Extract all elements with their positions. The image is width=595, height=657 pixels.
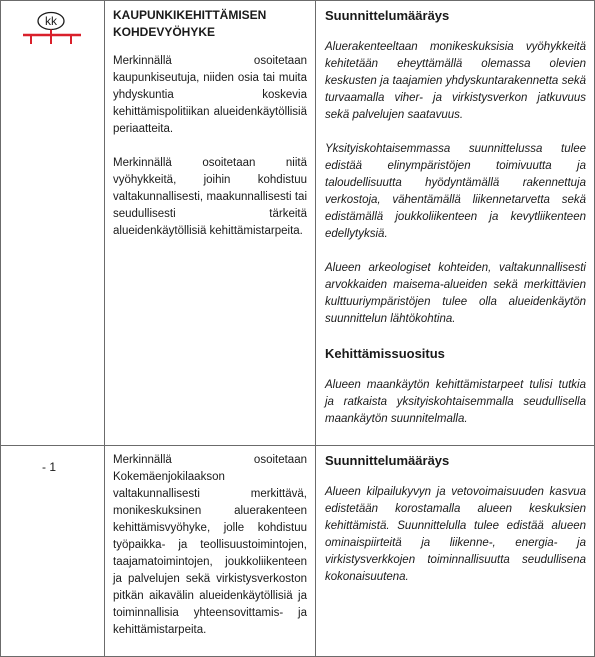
- description-cell: [105, 1, 316, 446]
- table-row: [1, 446, 595, 657]
- regulation-paragraph: Aluerakenteeltaan monikeskuksisia vyöhykkeitä kehitetään eheyttämällä olemassa olevien keskusten ja taajamien yhdyskuntarakennetta sekä turvaamalla viher- ja virkistysverkon jatkuvuus sekä palvelujen saatavuus.: [325, 41, 586, 121]
- kk-zone-boundary-icon: [21, 11, 83, 45]
- symbol-cell: [1, 1, 105, 446]
- table-row: [1, 1, 595, 446]
- zone-title: KAUPUNKIKEHITTÄMISEN KOHDEVYÖHYKE: [113, 8, 267, 39]
- regulation-paragraph: Alueen arkeologiset kohteiden, valtakunnallisesti arvokkaiden maisema-alueiden sekä merkittävien kulttuuriympäristöjen tulee olla alueidenkäytön suunnittelun lähtökohtina.: [325, 262, 586, 325]
- regulation-cell: [316, 446, 595, 657]
- regulation-paragraph: Yksityiskohtaisemmassa suunnittelussa tulee edistää elinympäristöjen toimivuutta ja taloudellisuutta hyödyntämällä rakennettuja verkostoja, vähentämällä liikennetarvetta sekä edistämällä joukkoliikenteen ja kevytliikenteen edellytyksiä.: [325, 143, 586, 240]
- code-cell: [1, 446, 105, 657]
- symbol-label: kk: [45, 14, 57, 28]
- description-paragraph: Merkinnällä osoitetaan kaupunkiseutuja, niiden osia tai muita yhdyskuntia koskevia kehittämispolitiikan alueidenkäytöllisiä periaatteita.: [113, 55, 307, 135]
- recommendation-heading: Kehittämissuositus: [325, 346, 445, 361]
- description-cell: [105, 446, 316, 657]
- description-paragraph: Merkinnällä osoitetaan Kokemäenjokilaakson valtakunnallisesti merkittävä, monikeskuksinen aluerakenteen kehittämisvyöhyke, jolle kohdistuu työpaikka- ja teollisuustoimintojen, taajamatoimintojen, joukkoliikenteen ja palvelujen sekä virkistysverkoston pitkän aikavälin alueidenkäytöllisiä ja toiminnallisia yhteensovittamis- ja kehittämistarpeita.: [113, 454, 307, 636]
- regulation-cell: [316, 1, 595, 446]
- description-paragraph: Merkinnällä osoitetaan niitä vyöhykkeitä, joihin kohdistuu valtakunnallisesti, maakunnallisesti tai seudullisesti tärkeitä alueidenkäytöllisiä kehittämistarpeita.: [113, 157, 307, 237]
- regulation-paragraph: Alueen kilpailukyvyn ja vetovoimaisuuden kasvua edistetään korostamalla alueen keskuksien kehittämistä. Suunnittelulla tulee edistää alueen ominaispiirteitä ja liikenne-, energia- ja virkistysverkkojen toiminnallisuutta seudullisena kokonaisuutena.: [325, 486, 586, 583]
- code-label: - 1: [42, 460, 57, 474]
- regulation-heading: Suunnittelumääräys: [325, 453, 450, 468]
- regulation-heading: Suunnittelumääräys: [325, 8, 450, 23]
- recommendation-paragraph: Alueen maankäytön kehittämistarpeet tulisi tutkia ja ratkaista yksityiskohtaisemmalla seudullisella maankäytön suunnitelmalla.: [325, 379, 586, 425]
